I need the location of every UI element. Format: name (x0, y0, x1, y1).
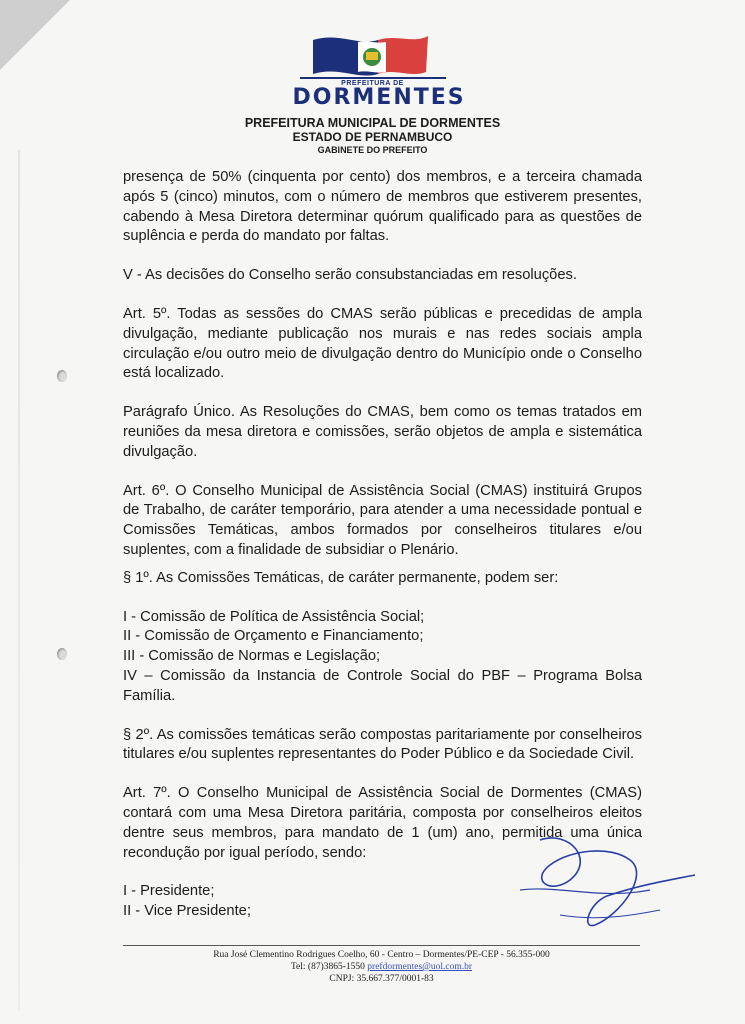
commission-list (123, 608, 642, 707)
letterhead-office: GABINETE DO PREFEITO (317, 145, 428, 155)
footer-tel: Tel: (87)3865-1550 (290, 962, 365, 972)
list-item: II - Comissão de Orçamento e Financiamento; (123, 628, 424, 645)
footer-cnpj: CNPJ: 35.667.377/0001-83 (329, 974, 434, 984)
footer (123, 949, 640, 985)
paragraph: § 1º. As Comissões Temáticas, de caráter permanente, podem ser: (123, 569, 559, 586)
letterhead-state: ESTADO DE PERNAMBUCO (292, 130, 453, 144)
list-item: I - Presidente; (123, 883, 215, 900)
paragraph: Parágrafo Único. As Resoluções do CMAS, bem como os temas tratados em reuniões da mesa diretora e comissões, serão objetos de ampla e sistemática divulgação. (123, 404, 642, 460)
list-item: II - Vice Presidente; (123, 903, 251, 920)
list-item: IV – Comissão da Instancia de Controle Social do PBF – Programa Bolsa Família. (123, 667, 642, 704)
paragraph: presença de 50% (cinquenta por cento) dos membros, e a terceira chamada após 5 (cinco) minutos, com o número de membros que estiverem presentes, cabendo à Mesa Diretora determinar quórum qualificado para as questões de suplência e perda do mandato por faltas. (123, 169, 642, 245)
list-item: I - Comissão de Política de Assistência Social; (123, 608, 425, 625)
page-edge-shadow (18, 150, 20, 1010)
municipal-logo (292, 28, 466, 110)
footer-divider (123, 945, 640, 946)
paragraph: Art. 5º. Todas as sessões do CMAS serão públicas e precedidas de ampla divulgação, mediante publicação nos murais e nas redes sociais ampla circulação e/ou outro meio de divulgação dentro do Município onde o Conselho está localizado. (123, 305, 642, 382)
letterhead-title: PREFEITURA MUNICIPAL DE DORMENTES (244, 116, 501, 130)
signature-icon (500, 820, 700, 950)
logo-wordmark: DORMENTES (292, 85, 466, 110)
paragraph: § 2º. As comissões temáticas serão compostas paritariamente por conselheiros titulares e/ou suplentes representantes do Poder Público e da Sociedade Civil. (123, 726, 642, 763)
document-body (123, 168, 642, 922)
letterhead (0, 28, 745, 155)
paragraph: V - As decisões do Conselho serão consubstanciadas em resoluções. (123, 267, 577, 284)
footer-address: Rua José Clementino Rodrigues Coelho, 60 - Centro – Dormentes/PE-CEP - 56.355-000 (213, 950, 550, 960)
footer-email[interactable]: prefdormentes@uol.com.br (367, 962, 473, 972)
punch-hole (57, 370, 67, 382)
list-item: III - Comissão de Normas e Legislação; (123, 648, 381, 665)
paragraph: Art. 6º. O Conselho Municipal de Assistência Social (CMAS) instituirá Grupos de Trabalho, de caráter temporário, para atender a uma necessidade pontual e Comissões Temáticas, ambos formados por conselheiros titulares e/ou suplentes, com a finalidade de subsidiar o Plenário. (123, 482, 642, 558)
paragraph: Art. 7º. O Conselho Municipal de Assistência Social de Dormentes (CMAS) contará com uma Mesa Diretora paritária, composta por conselheiros eleitos dentre seus membros, para mandato de 1 (um) ano, permitida uma única recondução por igual período, sendo: (123, 785, 642, 861)
logo-caption: PREFEITURA DE (341, 80, 404, 87)
punch-hole (57, 648, 67, 660)
footer-contact (123, 961, 640, 973)
flag-logo-icon (298, 32, 448, 82)
